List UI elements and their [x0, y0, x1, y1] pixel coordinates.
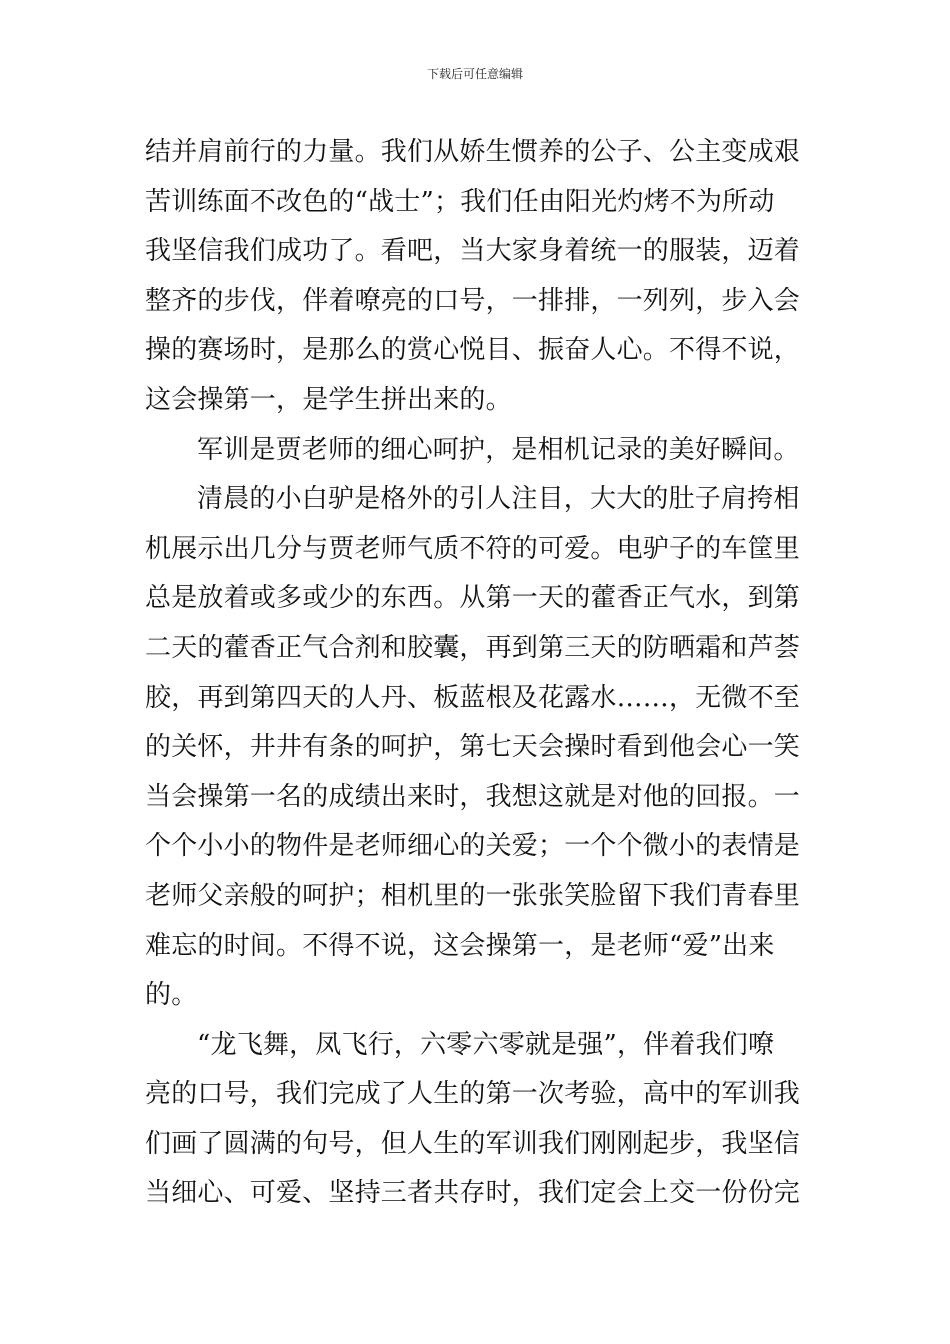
text-line: 整齐的步伐，伴着嘹亮的口号，一排排，一列列，步入会: [145, 285, 801, 316]
text-line: 当会操第一名的成绩出来时，我想这就是对他的回报。一: [145, 781, 801, 812]
text-line: 亮的口号，我们完成了人生的第一次考验，高中的军训我: [145, 1079, 801, 1110]
text-line: 这会操第一，是学生拼出来的。: [145, 384, 512, 415]
text-line: 结并肩前行的力量。我们从娇生惯养的公子、公主变成艰: [145, 137, 801, 167]
text-line: 难忘的时间。不得不说，这会操第一，是老师“爱”出来: [145, 930, 775, 961]
text-line: 们画了圆满的句号，但人生的军训我们刚刚起步，我坚信: [145, 1128, 801, 1159]
text-line: 个个小小的物件是老师细心的关爱；一个个微小的表情是: [145, 831, 801, 862]
text-line: 机展示出几分与贾老师气质不符的可爱。电驴子的车筐里: [145, 533, 801, 564]
text-line: 胶，再到第四天的人丹、板蓝根及花露水……，无微不至: [145, 682, 801, 713]
text-line: 总是放着或多或少的东西。从第一天的藿香正气水，到第: [145, 583, 801, 614]
paragraph-start-line: 军训是贾老师的细心呵护，是相机记录的美好瞬间。: [197, 434, 800, 465]
paragraph-start-line: 清晨的小白驴是格外的引人注目，大大的肚子肩挎相: [197, 484, 800, 515]
text-line: 的关怀，井井有条的呵护，第七天会操时看到他会心一笑: [145, 732, 801, 763]
text-line: 二天的藿香正气合剂和胶囊，再到第三天的防晒霜和芦荟: [145, 632, 801, 663]
text-line: 操的赛场时，是那么的赏心悦目、振奋人心。不得不说，: [145, 335, 801, 366]
text-line: 当细心、可爱、坚持三者共存时，我们定会上交一份份完: [145, 1178, 801, 1209]
text-line: 的。: [145, 980, 198, 1011]
text-line: 苦训练面不改色的“战士”；我们任由阳光灼烤不为所动: [145, 186, 775, 217]
body-text: [145, 128, 815, 1219]
paragraph-start-line: “龙飞舞，凤飞行，六零六零就是强”，伴着我们嘹: [197, 1029, 775, 1060]
text-line: 老师父亲般的呵护；相机里的一张张笑脸留下我们青春里: [145, 880, 801, 911]
page-header: 下载后可任意编辑: [426, 67, 523, 81]
text-line: 我坚信我们成功了。看吧，当大家身着统一的服装，迈着: [145, 236, 801, 267]
